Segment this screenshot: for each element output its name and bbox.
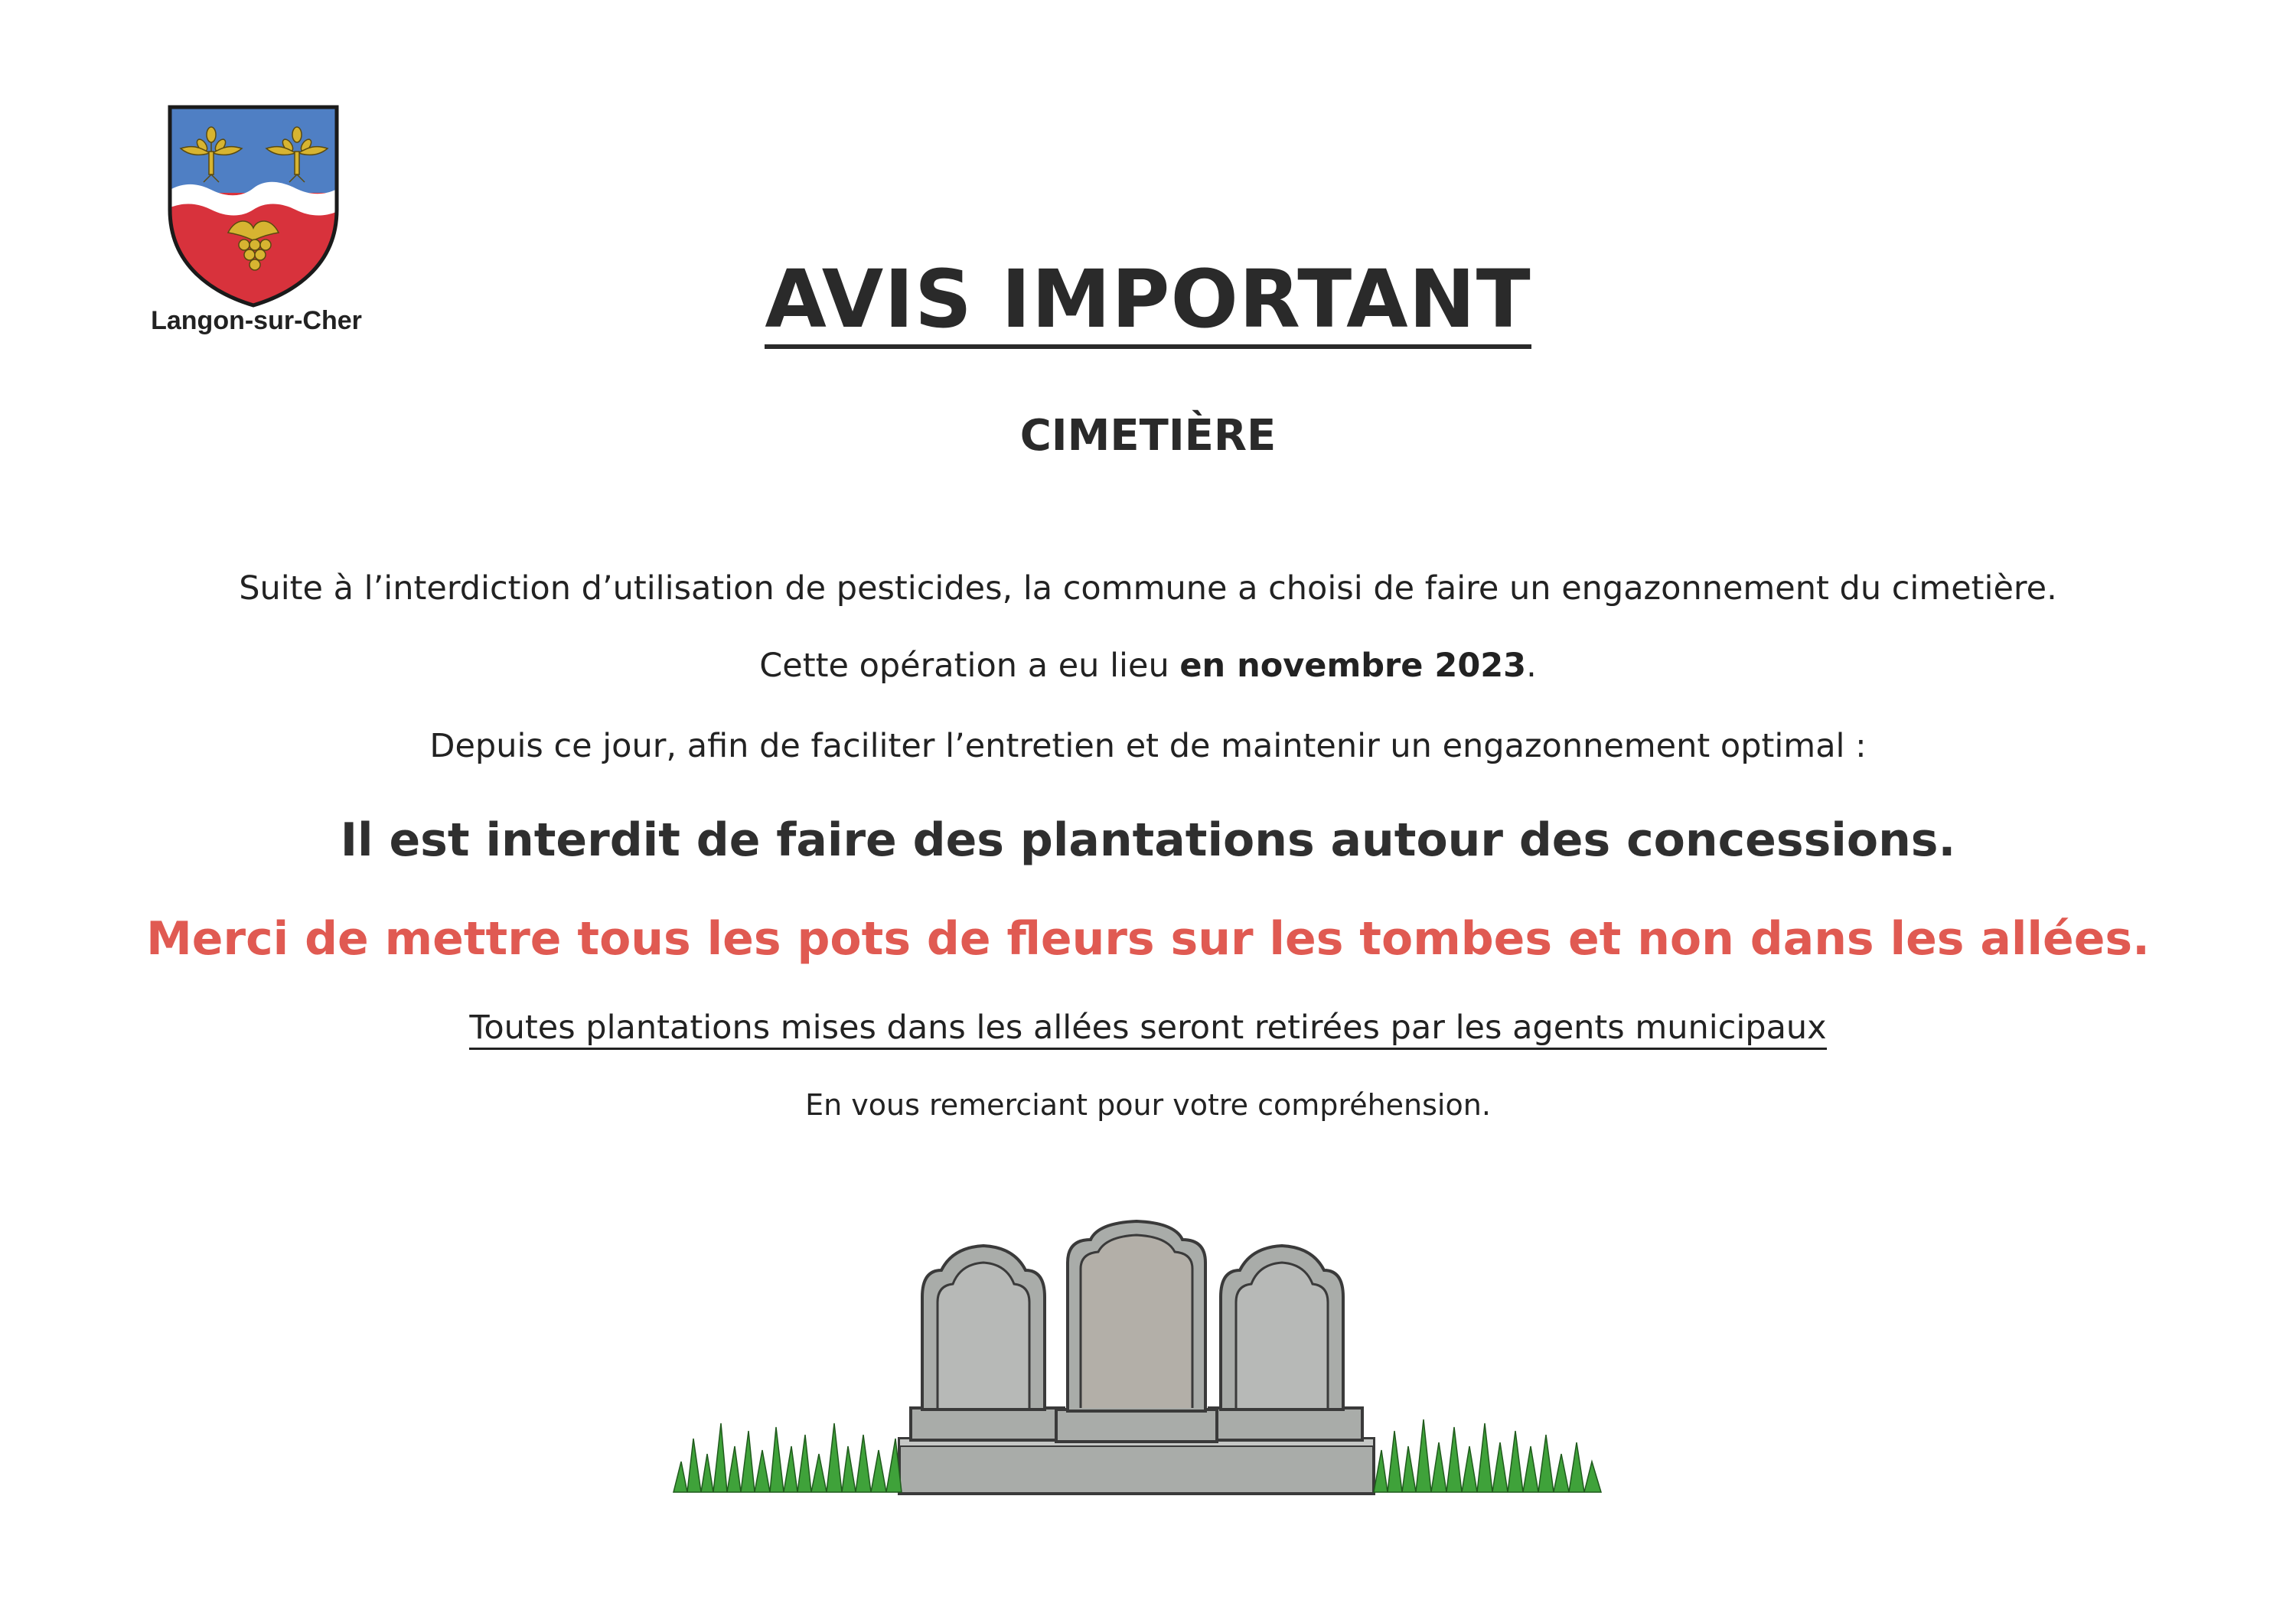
removal-warning-text: Toutes plantations mises dans les allées seront retirées par les agents municipaux (469, 1009, 1826, 1050)
title-text: AVIS IMPORTANT (765, 256, 1531, 349)
flower-pot-request: Merci de mettre tous les pots de fleurs sur les tombes et non dans les allées. (146, 912, 2150, 966)
page-subtitle: CIMETIÈRE (1019, 411, 1277, 461)
date-highlight: en novembre 2023 (1179, 647, 1527, 685)
paragraph-intro: Depuis ce jour, afin de faciliter l’entretien et de maintenir un engazonnement optimal : (429, 727, 1867, 765)
removal-warning (0, 1009, 2296, 1047)
paragraph-context: Suite à l’interdiction d’utilisation de pesticides, la commune a choisi de faire un engazonnement du cimetière. (239, 569, 2057, 608)
prohibition-statement: Il est interdit de faire des plantations autour des concessions. (340, 813, 1956, 867)
tombstones-with-grass-icon (658, 1217, 1615, 1515)
date-prefix: Cette opération a eu lieu (759, 647, 1180, 685)
closing-thanks: En vous remerciant pour votre compréhension. (805, 1088, 1491, 1122)
town-name: Langon-sur-Cher (151, 306, 362, 335)
date-suffix: . (1526, 647, 1537, 685)
paragraph-date (0, 647, 2296, 685)
page-title (0, 253, 2296, 349)
